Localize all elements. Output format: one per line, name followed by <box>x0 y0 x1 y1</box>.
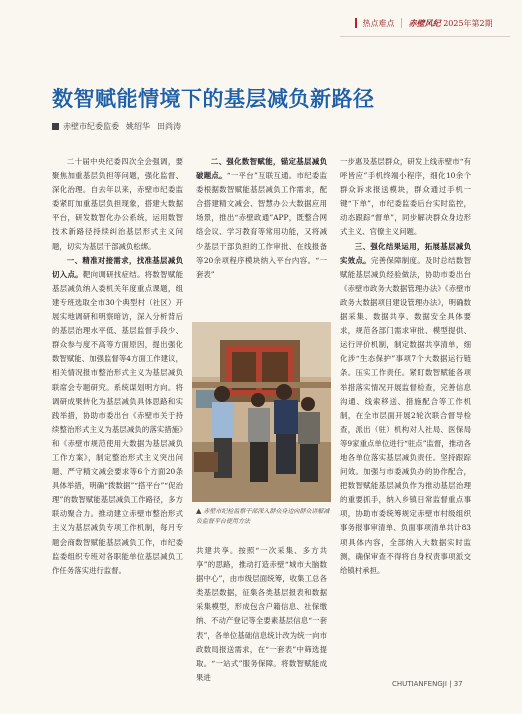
paragraph: 一步惠及基层群众，研发上线赤壁市“有呼皆应”手机终端小程序，细化10余个群众诉求报送模块，群众通过手机一键“下单”，市纪委监委后台实时监控，动态跟踪“督单”，同步解决群众身边形式主义、官僚主义问题。 <box>340 157 471 237</box>
running-header <box>355 18 505 32</box>
page-footer: CHUTIANFENGJI | 37 <box>392 680 463 688</box>
column-2-top <box>196 155 327 282</box>
photo-illustration <box>192 322 331 502</box>
page-number: 37 <box>453 680 463 688</box>
section-heading: 一、精准对接需求，找准基层减负切入点。 <box>52 255 183 279</box>
section-label: 热点难点 <box>362 19 395 28</box>
paragraph: 共建共享。按照“一次采集、多方共享”的思路，推动打造赤壁“城市大脑数据中心”，由市级层面统筹，收集工总各类基层数据，征集各类基层报表和数据采集模型，形成包含户籍信息、社保缴纳、不动产登记等全要素基层信息“一套表”，各单位基础信息统计改为统一向市政数局报送需求，在“一套表”中筛选提取。“一站式”服务保障。将数智赋能成果进 <box>196 546 327 682</box>
paragraph: 靶向调研找症结。将数智赋能基层减负纳入委机关年度重点课题，组建专班选取全市30个典型村（社区）开展实地调研和明察暗访，深入分析背后的基层治理水平低、基层监督手段少、群众参与度不高等方面原因，提出强化数智赋能、加强监督等4方面工作建议，相关情况报市整治形式主义为基层减负联席会专题研究。系统谋划明方向。将调研成果转化为基层减负具体思路和实践举措，协助市委出台《赤壁市关于持续整治形式主义为基层减负的落实措施》和《赤壁市规范使用大数据为基层减负工作方案》，制定整治形式主义突出问题、严守精文减会要求等6个方面20条具体举措，明确“拨数据”“搭平台”“促治理”的数智赋能基层减负工作路径，多方联动聚合力。推动建立赤壁市整治形式主义为基层减负专项工作机制，每月专题会商数智赋能基层减负工作，市纪委监委组织专班对各职能单位基层减负工作任务落实进行监督。 <box>52 269 183 575</box>
byline-square-icon <box>52 123 59 130</box>
byline <box>52 121 188 132</box>
paragraph: 二十届中央纪委四次全会强调，要聚焦加重基层负担等问题，强化监督、深化治理。自去年以来，赤壁市纪委监委紧盯加重基层负担现象，搭建大数据平台，研发数智化办公系统，运用数智技术新路径持续纠治基层形式主义问题，切实为基层干部减负松绑。 <box>52 157 183 251</box>
header-accent-bar <box>355 18 357 28</box>
column-3 <box>340 155 471 578</box>
paragraph: “一平台”互联互通。市纪委监委根据数智赋能基层减负工作需求，配合搭建精文减会、智慧办公大数据应用场景，推出“赤壁政通”APP，既整合网络会议、学习教育等常用功能，又将减少基层干部负担的工作审批、在线报备等20余项程序模块纳入平台内容。“一套表” <box>196 171 327 279</box>
article-title: 数智赋能情境下的基层减负新路径 <box>52 87 375 111</box>
magazine-name: 赤壁风纪 <box>408 18 441 28</box>
paragraph: 紧盯数智赋能各项举措落实情况开展监督检查，完善信息沟通、线索移送、措施配合等工作机制，在全市层面开展2轮次联合督导检查，派出（驻）机构对人社局、医保局等9家重点单位进行“驻点”监督，推动各地各单位落实基层减负责任。坚持跟踪问效。加强与市委减负办的协作配合，把数智赋能基层减负作为推动基层治理的重要抓手，纳入乡镇日常监督重点事项，协助市委统筹规定赤壁市村级组织事务报事审清单、负面事项清单共计83项具体内容，全部纳入大数据实时监测，确保审查不得将自身权责事项派交给镇村承担。 <box>340 368 471 575</box>
header-separator <box>401 18 402 28</box>
column-2-bottom <box>196 544 327 685</box>
section-heading: 二、强化数智赋能，锚定基层减负破题点。 <box>196 157 327 181</box>
footer-magazine: CHUTIANFENGJI <box>392 680 447 688</box>
byline-org: 赤壁市纪委监委 <box>63 122 119 131</box>
caption-triangle-icon: ▲ <box>196 507 202 515</box>
section-heading: 三、强化结果运用，拓展基层减负实效点。 <box>340 241 471 265</box>
photo-caption <box>196 506 335 527</box>
caption-text: 赤壁市纪检监察干部深入群众身边向群众讲解减负监督平台使用方法 <box>196 508 330 525</box>
header-divider <box>340 36 510 37</box>
byline-author: 田尚涛 <box>157 122 181 131</box>
paragraph: 完善保障制度。及时总结数智赋能基层减负经验做法，协助市委出台《赤壁市政务大数据管理办法》《赤壁市政务大数据项目建设管理办法》，明确数据采集、数据共享、数据安全具体要求，规范各部门需求审批、模型提供、运行评价机制，制定数据共享清单，细化涉“生态保护”事项7个大数据运行链条。压实工作责任。 <box>340 255 471 378</box>
article-photo <box>192 322 331 502</box>
column-1 <box>52 155 183 578</box>
byline-author: 姚绍华 <box>126 122 150 131</box>
issue-label: 2025年第2期 <box>443 19 493 28</box>
